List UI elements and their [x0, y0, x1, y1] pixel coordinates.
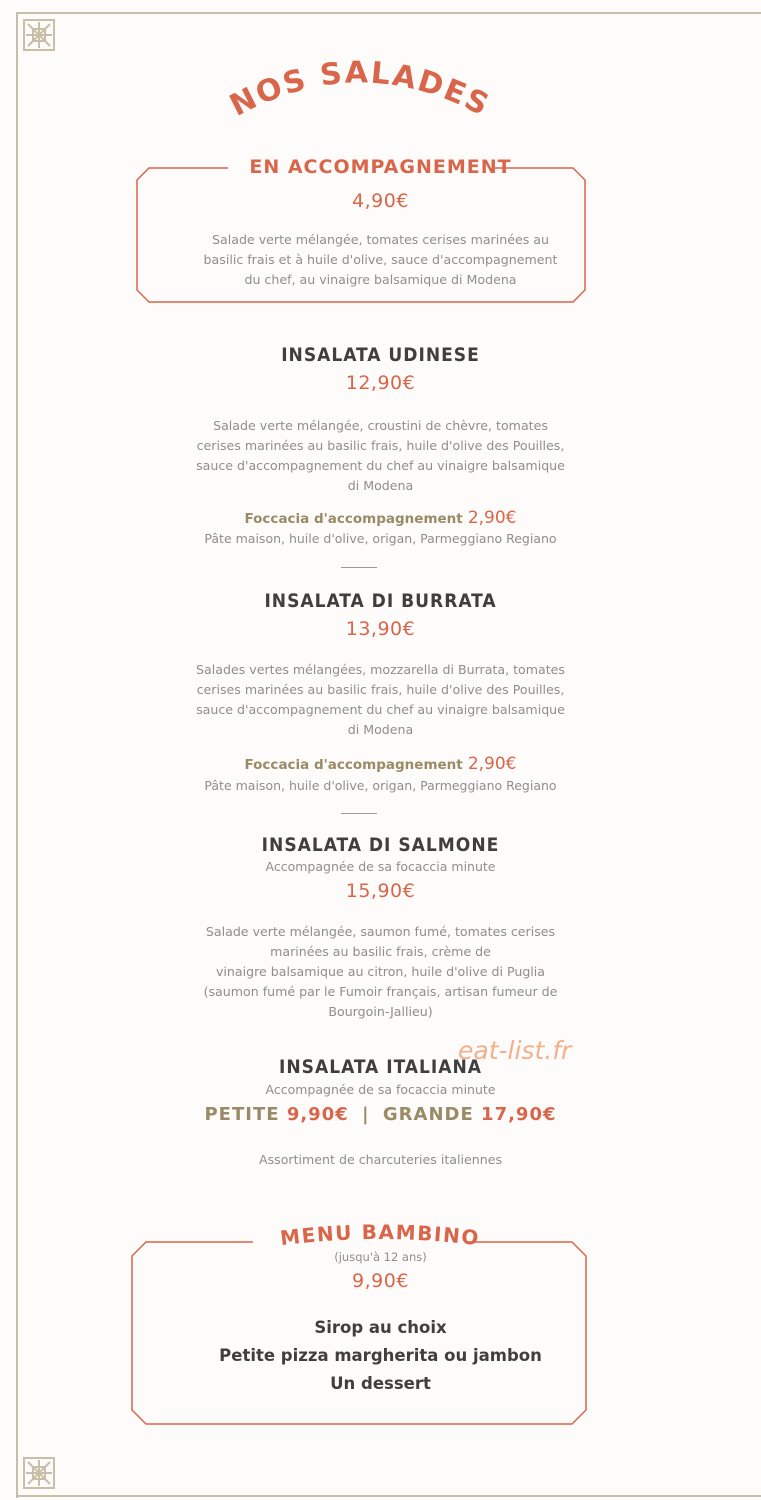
bambino-item: Sirop au choix	[314, 1318, 447, 1337]
page-title	[180, 40, 520, 130]
frame-bottom-line	[16, 1495, 761, 1497]
italiana-description: Assortiment de charcuteries italiennes	[258, 1152, 503, 1167]
grande-price: 17,90€	[481, 1104, 557, 1125]
desc-line: Salade verte mélangée, croustini de chèvre, tomates	[213, 418, 548, 433]
desc-line: basilic frais et à huile d'olive, sauce d'accompagnement	[203, 252, 558, 267]
italiana-prices	[0, 1104, 761, 1125]
desc-line: vinaigre balsamique au citron, huile d'olive di Puglia	[215, 964, 546, 979]
desc-line: di Modena	[347, 722, 414, 737]
salmone-subtitle: Accompagnée de sa focaccia minute	[265, 859, 496, 874]
accompagnement-heading: EN ACCOMPAGNEMENT	[249, 156, 512, 178]
desc-line: Salade verte mélangée, saumon fumé, tomates cerises	[205, 924, 556, 939]
accompagnement-description	[0, 230, 761, 290]
udinese-name: INSALATA UDINESE	[281, 344, 480, 366]
price-divider: |	[362, 1104, 370, 1125]
desc-line: marinées au basilic frais, crème de	[270, 944, 491, 959]
separator	[341, 567, 377, 568]
desc-line: (saumon fumé par le Fumoir français, artisan fumeur de	[203, 984, 558, 999]
udinese-extra	[0, 508, 761, 528]
burrata-extra-description: Pâte maison, huile d'olive, origan, Parmeggiano Regiano	[204, 778, 557, 793]
celtic-knot-ornament-icon	[22, 1456, 56, 1490]
frame-top-line	[16, 12, 761, 14]
udinese-extra-description: Pâte maison, huile d'olive, origan, Parmeggiano Regiano	[204, 531, 557, 546]
accompagnement-price: 4,90€	[352, 190, 409, 212]
bambino-item: Petite pizza margherita ou jambon	[219, 1346, 542, 1365]
extra-price: 2,90€	[467, 508, 517, 528]
udinese-description	[0, 416, 761, 496]
bambino-price: 9,90€	[352, 1270, 409, 1292]
desc-line: cerises marinées au basilic frais, huile d'olive des Pouilles,	[196, 682, 565, 697]
bambino-age: (jusqu'à 12 ans)	[334, 1250, 427, 1264]
extra-label: Foccacia d'accompagnement	[244, 511, 463, 527]
extra-label: Foccacia d'accompagnement	[244, 757, 463, 773]
watermark: eat-list.fr	[458, 1036, 572, 1065]
bambino-items	[0, 1314, 761, 1398]
grande-label: GRANDE	[382, 1104, 474, 1125]
separator	[341, 813, 377, 814]
desc-line: cerises marinées au basilic frais, huile d'olive des Pouilles,	[196, 438, 565, 453]
burrata-name: INSALATA DI BURRATA	[264, 590, 497, 612]
salmone-description	[0, 922, 761, 1022]
salmone-name: INSALATA DI SALMONE	[261, 834, 500, 856]
burrata-price: 13,90€	[345, 618, 416, 640]
desc-line: du chef, au vinaigre balsamique di Modena	[244, 272, 517, 287]
desc-line: sauce d'accompagnement du chef au vinaigre balsamique	[196, 458, 565, 473]
udinese-price: 12,90€	[345, 372, 416, 394]
desc-line: Bourgoin-Jallieu)	[328, 1004, 433, 1019]
italiana-subtitle: Accompagnée de sa focaccia minute	[265, 1082, 496, 1097]
celtic-knot-ornament-icon	[22, 18, 56, 52]
bambino-item: Un dessert	[330, 1374, 431, 1393]
petite-label: PETITE	[204, 1104, 280, 1125]
salmone-price: 15,90€	[345, 880, 416, 902]
burrata-description	[0, 660, 761, 740]
italiana-name: INSALATA ITALIANA	[279, 1056, 482, 1078]
svg-text:NOS SALADES: NOS SALADES	[224, 55, 496, 124]
desc-line: sauce d'accompagnement du chef au vinaigre balsamique	[196, 702, 565, 717]
petite-price: 9,90€	[286, 1104, 349, 1125]
svg-text:MENU BAMBINO: MENU BAMBINO	[278, 1219, 482, 1251]
burrata-extra	[0, 754, 761, 774]
desc-line: Salades vertes mélangées, mozzarella di Burrata, tomates	[196, 662, 565, 677]
extra-price: 2,90€	[467, 754, 517, 774]
desc-line: Salade verte mélangée, tomates cerises marinées au	[212, 232, 549, 247]
desc-line: di Modena	[347, 478, 414, 493]
